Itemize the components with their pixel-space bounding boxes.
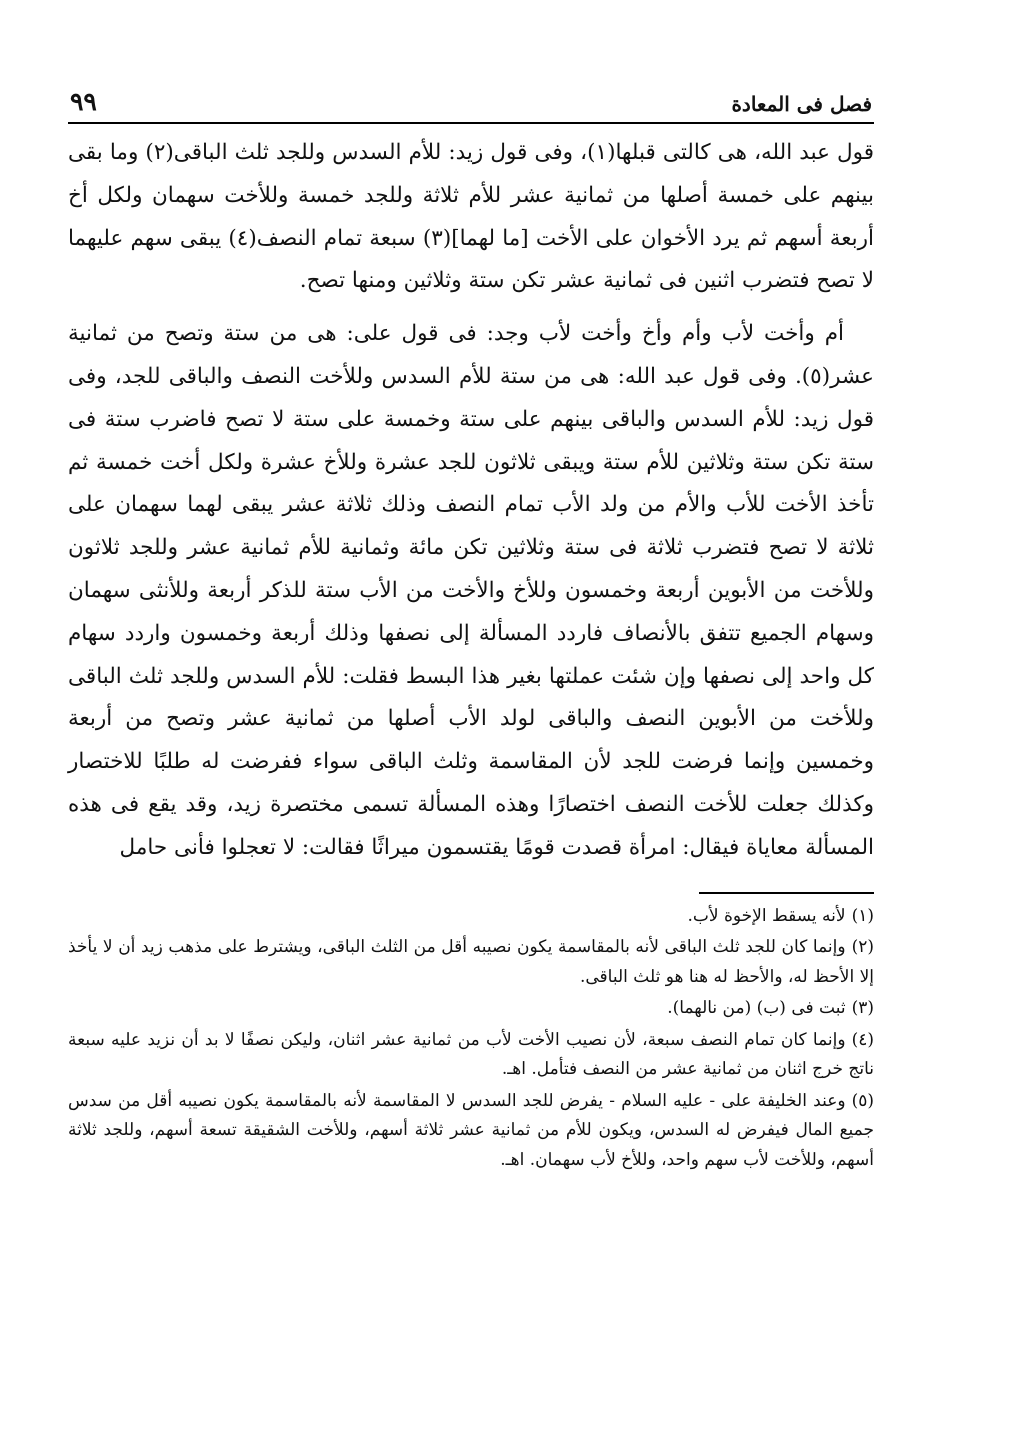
footnote xyxy=(68,1087,874,1176)
footnote xyxy=(68,994,874,1024)
footnote-text: لأنه يسقط الإخوة لأب. xyxy=(687,905,846,926)
paragraph: أم وأخت لأب وأم وأخ وأخت لأب وجد: فى قول على: هى من ستة وتصح من ثمانية عشر(٥). وفى قول عبد الله: هى من ستة للأم السدس وللأخت النصف والباقى للجد، وفى قول زيد: للأم السدس والباقى بينهم على ستة وخمسة على ستة لا تصح فاضرب ستة فى ستة تكن ستة وثلاثين للأم ستة ويبقى ثلاثون للجد عشرة وللأخ عشرة ولكل أخت خمسة ثم تأخذ الأخت للأب والأم من ولد الأب تمام النصف وذلك ثلاثة عشر يبقى لهما سهمان على ثلاثة لا تصح فتضرب ثلاثة فى ستة وثلاثين تكن مائة وثمانية للأم ثمانية عشر وللجد ثلاثون وللأخت من الأبوين أربعة وخمسون وللأخ والأخت من الأب ستة للذكر أربعة وللأنثى سهمان وسهام الجميع تتفق بالأنصاف فاردد المسألة إلى نصفها وذلك أربعة وخمسون واردد سهام كل واحد إلى نصفها وإن شئت عملتها بغير هذا البسط فقلت: للأم السدس وللجد ثلث الباقى وللأخت من الأبوين النصف والباقى لولد الأب أصلها من ثمانية عشر وتصح من أربعة وخمسين وإنما فرضت للجد لأن المقاسمة وثلث الباقى سواء ففرضت له طلبًا للاختصار وكذلك جعلت للأخت النصف اختصارًا وهذه المسألة تسمى مختصرة زيد، وقد يقع فى هذه المسألة معاياة فيقال: امرأة قصدت قومًا يقتسمون ميراثًا فقالت: لا تعجلوا فأنى حامل xyxy=(68,321,874,860)
footnote xyxy=(68,902,874,932)
paragraph: قول عبد الله، هى كالتى قبلها(١)، وفى قول زيد: للأم السدس وللجد ثلث الباقى(٢) وما بقى بينهم على خمسة أصلها من ثمانية عشر للأم ثلاثة وللجد خمسة وللأخت سهمان ولكل أخ أربعة أسهم ثم يرد الأخوان على الأخت [ما لهما](٣) سبعة تمام النصف(٤) يبقى سهم عليهما لا تصح فتضرب اثنين فى ثمانية عشر تكن ستة وثلاثين ومنها تصح. xyxy=(68,140,875,294)
page-header xyxy=(68,78,874,124)
footnote-separator xyxy=(699,892,874,894)
footnote-number: (١) xyxy=(851,905,874,926)
footnote-number: (٥) xyxy=(851,1090,874,1111)
main-text xyxy=(68,132,874,870)
footnote-text: وعند الخليفة على - عليه السلام - يفرض للجد السدس لا المقاسمة لأنه بالمقاسمة يكون نصيبه أقل من سدس جميع المال فيفرض له السدس، ويكون للأم من ثمانية عشر ثلاثة أسهم، وللأخت الشقيقة تسعة أسهم، وللجد ثلاثة أسهم، وللأخت لأب سهم واحد، وللأخ لأب سهمان. اهـ. xyxy=(68,1090,874,1170)
footnote xyxy=(68,1026,874,1085)
footnote-text: وإنما كان تمام النصف سبعة، لأن نصيب الأخت لأب من ثمانية عشر اثنان، وليكن نصفًا لا بد أن نزيد عليه سبعة ناتج خرج اثنان من ثمانية عشر من النصف فتأمل. اهـ. xyxy=(68,1029,874,1080)
footnote-number: (٢) xyxy=(851,937,874,958)
footnote xyxy=(68,933,874,992)
running-title: فصل فى المعادة xyxy=(731,92,872,116)
footnote-text: وإنما كان للجد ثلث الباقى لأنه بالمقاسمة يكون نصيبه أقل من الثلث الباقى، ويشترط على مذهب زيد أن لا يأخذ إلا الأحظ له، والأحظ له هنا هو ثلث الباقى. xyxy=(68,937,874,987)
footnote-text: ثبت فى (ب) (من نالهما). xyxy=(667,998,846,1019)
page-number: ٩٩ xyxy=(70,87,97,116)
footnote-number: (٤) xyxy=(851,1029,874,1050)
footnotes xyxy=(68,902,874,1176)
footnote-number: (٣) xyxy=(851,998,874,1019)
